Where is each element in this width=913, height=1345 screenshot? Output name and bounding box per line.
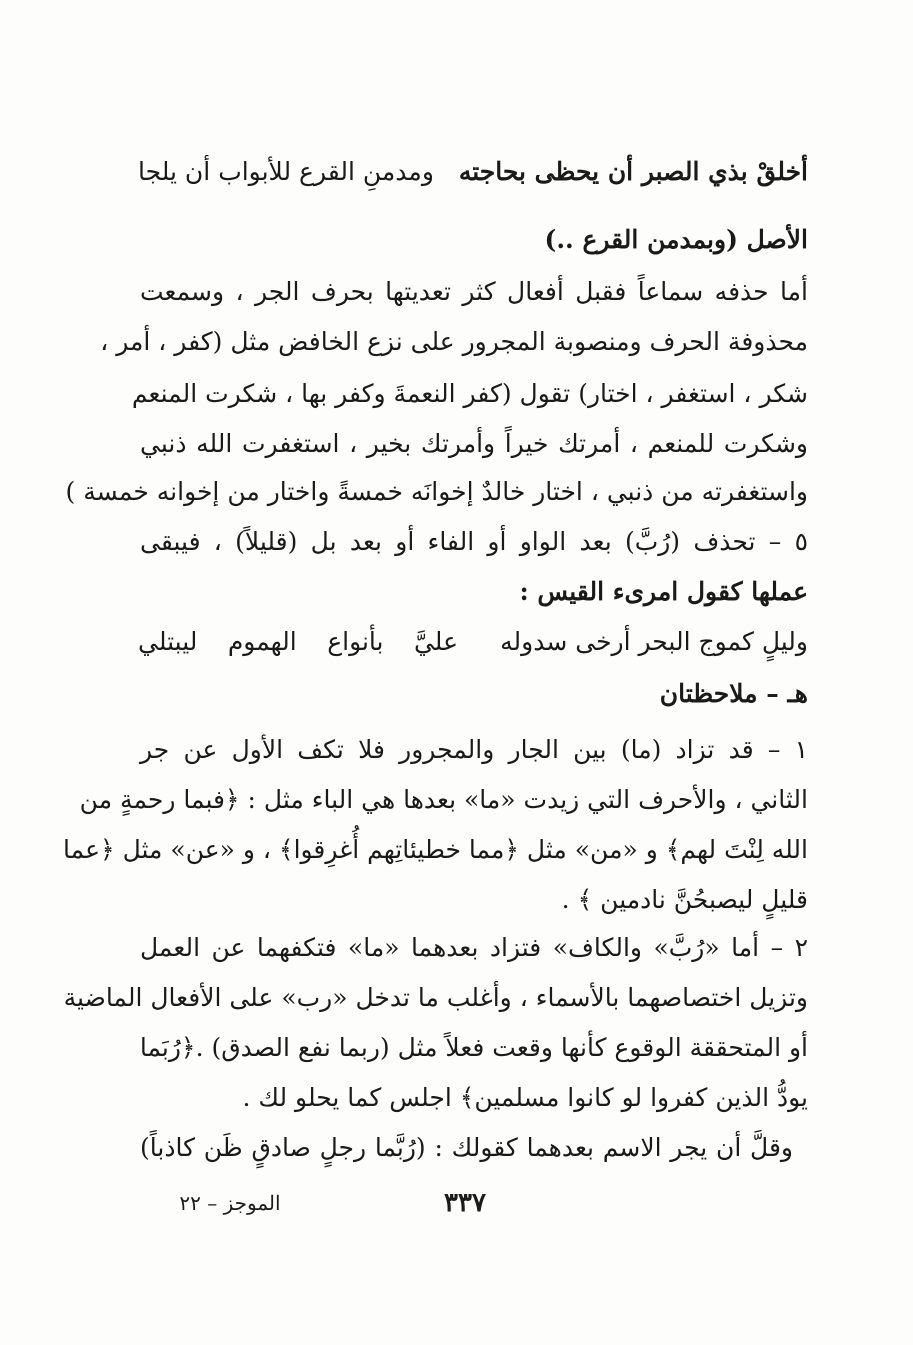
note-line: وقلَّ أن يجر الاسم بعدهما كقولك : (رُبَّما رجلٍ صادقٍ ظَن كاذباً): [140, 1133, 793, 1162]
book-signature: الموجز – ٢٢: [179, 1191, 281, 1215]
note-line: أو المتحققة الوقوع كأنها وقعت فعلاً مثل (ربما نفع الصدق) .﴿رُبَما: [139, 1033, 808, 1062]
page-number: ٣٣٧: [444, 1188, 486, 1218]
note-line: قليلٍ ليصبحُنَّ نادمين ﴾ .: [561, 885, 808, 914]
body-line: أما حذفه سماعاً فقبل أفعال كثر تعديتها بحرف الجر ، وسمعت: [140, 277, 808, 306]
body-line: ٥ – تحذف (رُبَّ) بعد الواو أو الفاء أو بعد بل (قليلاً) ، فيبقى: [140, 527, 808, 556]
body-line: عملها كقول امرىء القيس :: [519, 577, 808, 606]
note-line: ٢ – أما «رُبَّ» والكاف» فتزاد بعدهما «ما» فتكفهما عن العمل: [140, 933, 808, 962]
section-heading: هـ – ملاحظتان: [659, 679, 808, 708]
verse-top-second-half: ومدمنِ القرع للأبواب أن يلجا: [138, 157, 434, 186]
note-line: الله لِنْتَ لهم﴾ و «من» مثل ﴿مما خطيئاتِهم أُغرِقوا﴾ ، و «عن» مثل ﴿عما: [63, 835, 808, 864]
body-line: شكر ، استغفر ، اختار) تقول (كفر النعمةَ وكفر بها ، شكرت المنعم: [131, 379, 808, 408]
body-line: الأصل (وبمدمن القرع ..): [544, 225, 808, 254]
body-line: واستغفرته من ذنبي ، اختار خالدٌ إخوانَه خمسةً واختار من إخوانه خمسة ): [65, 477, 808, 506]
note-line: يودُّ الذين كفروا لو كانوا مسلمين﴾ اجلس كما يحلو لك .: [242, 1083, 808, 1112]
body-line: وشكرت للمنعم ، أمرتك خيراً وأمرتك بخير ، استغفرت الله ذنبي: [140, 429, 808, 458]
note-line: وتزيل اختصاصهما بالأسماء ، وأغلب ما تدخل «رب» على الأفعال الماضية: [63, 983, 808, 1012]
verse-bottom-second-half: عليَّ بأنواع الهموم ليبتلي: [138, 627, 458, 656]
note-line: ١ – قد تزاد (ما) بين الجار والمجرور فلا تكف الأول عن جر: [140, 735, 808, 764]
body-line: محذوفة الحرف ومنصوبة المجرور على نزع الخافض مثل (كفر ، أمر ،: [100, 327, 808, 356]
verse-bottom-first-half: وليلٍ كموج البحر أرخى سدوله: [500, 627, 808, 656]
note-line: الثاني ، والأحرف التي زيدت «ما» بعدها هي الباء مثل : ﴿فبما رحمةٍ من: [79, 785, 808, 814]
verse-top-first-half: أخلقْ بذي الصبر أن يحظى بحاجته: [458, 157, 808, 186]
